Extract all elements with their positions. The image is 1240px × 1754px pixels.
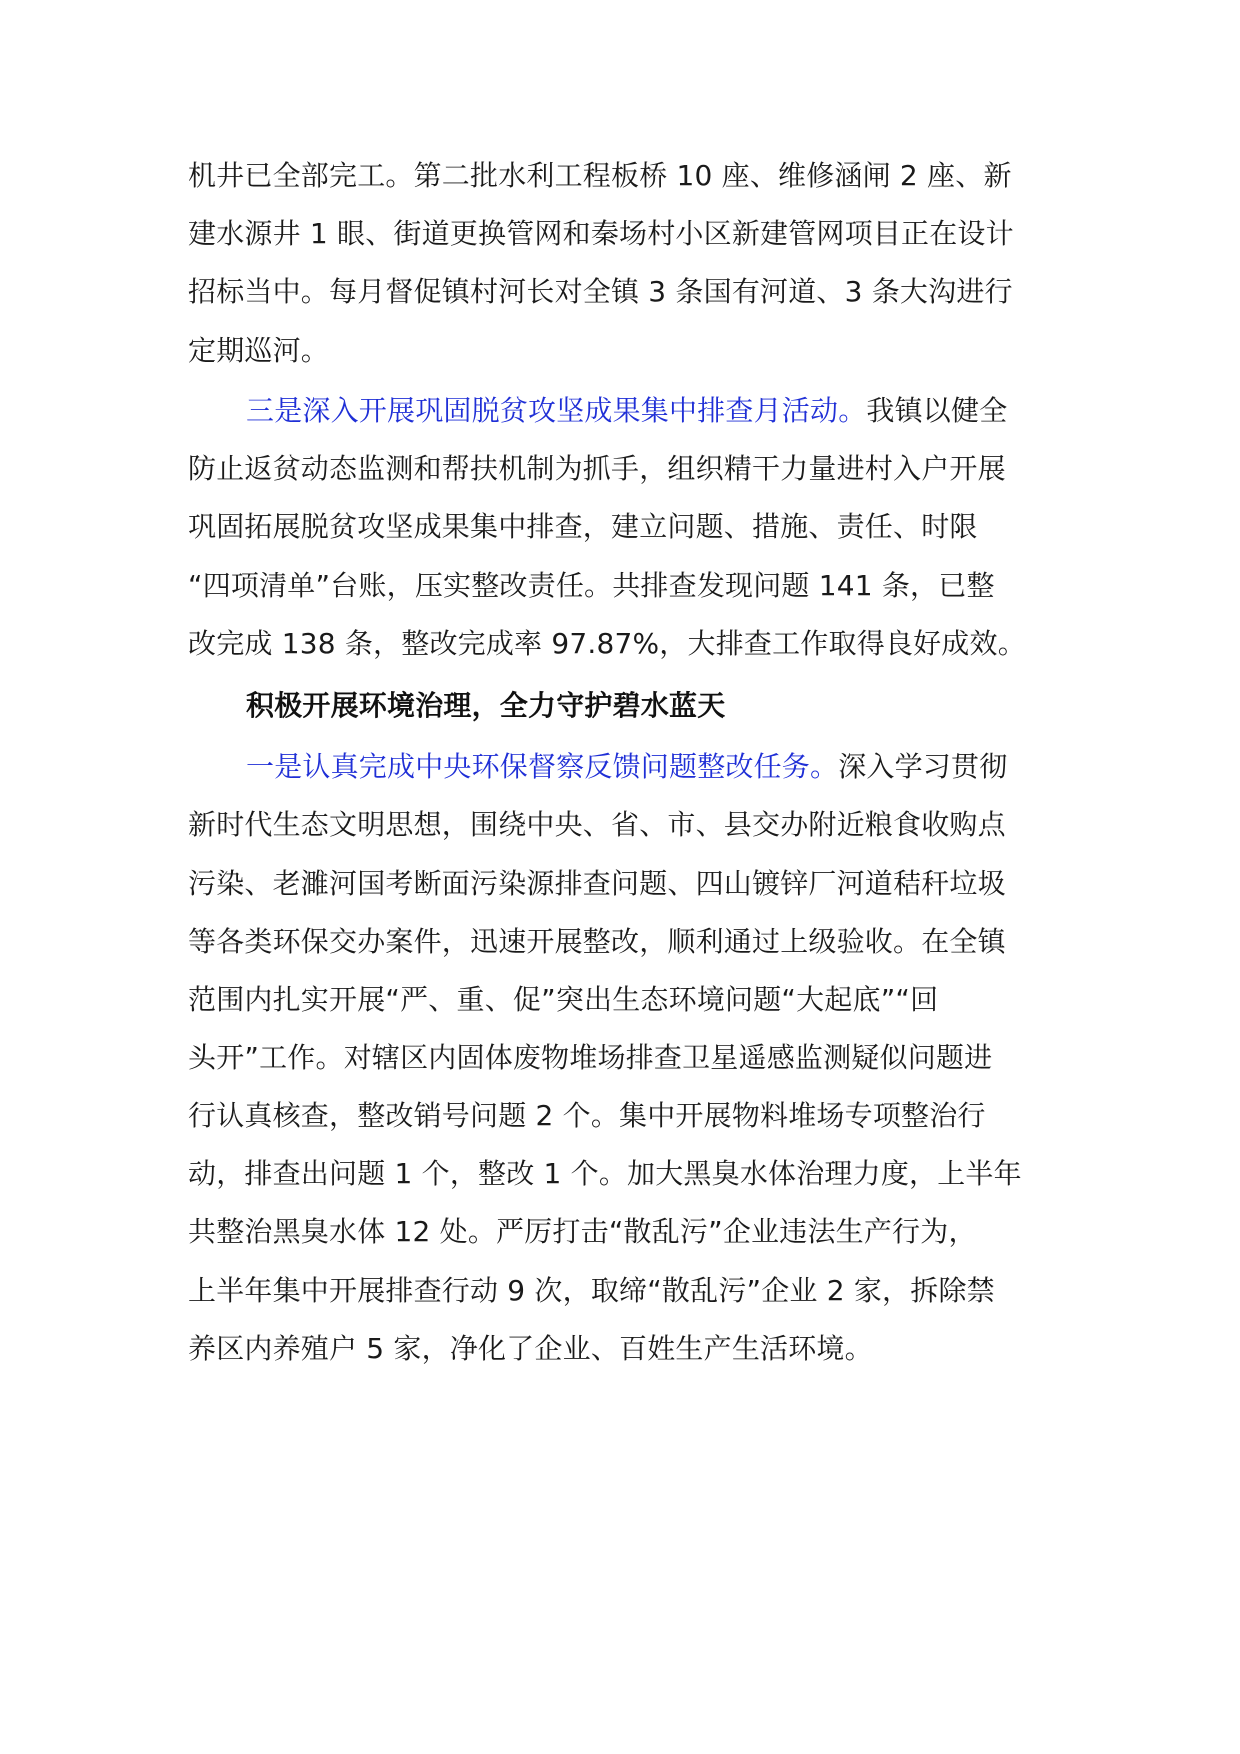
highlighted-lead: 一是认真完成中央环保督察反馈问题整改任务。 xyxy=(246,750,839,783)
text-line: 范围内扎实开展“严、重、促”突出生态环境问题“大起底”“回 xyxy=(188,983,939,1016)
paragraph-first-line xyxy=(246,734,1068,799)
text-line: 等各类环保交办案件，迅速开展整改，顺利通过上级验收。在全镇 xyxy=(188,925,1006,958)
text-line: 污染、老濉河国考断面污染源排查问题、四山镀锌厂河道秸秆垃圾 xyxy=(188,867,1006,900)
text-line: 养区内养殖户 5 家，净化了企业、百姓生产生活环境。 xyxy=(188,1332,873,1365)
lead-continuation: 我镇以健全 xyxy=(866,394,1008,427)
text-line: 改完成 138 条，整改完成率 97.87%，大排查工作取得良好成效。 xyxy=(188,627,1026,660)
text-line: 机井已全部完工。第二批水利工程板桥 10 座、维修涵闸 2 座、新 xyxy=(188,159,1012,192)
text-line: 建水源井 1 眼、街道更换管网和秦场村小区新建管网项目正在设计 xyxy=(188,217,1014,250)
text-line: 防止返贫动态监测和帮扶机制为抓手，组织精干力量进村入户开展 xyxy=(188,452,1006,485)
text-line: 定期巡河。 xyxy=(188,334,330,367)
section-heading: 积极开展环境治理，全力守护碧水蓝天 xyxy=(246,689,726,722)
paragraph-first-line xyxy=(246,378,1068,443)
text-line: 共整治黑臭水体 12 处。严厉打击“散乱污”企业违法生产行为， xyxy=(188,1215,977,1248)
text-line: 动，排查出问题 1 个，整改 1 个。加大黑臭水体治理力度，上半年 xyxy=(188,1157,1022,1190)
text-line: 招标当中。每月督促镇村河长对全镇 3 条国有河道、3 条大沟进行 xyxy=(188,275,1013,308)
text-line: 头开”工作。对辖区内固体废物堆场排查卫星遥感监测疑似问题进 xyxy=(188,1041,993,1074)
lead-continuation: 深入学习贯彻 xyxy=(838,750,1008,783)
highlighted-lead: 三是深入开展巩固脱贫攻坚成果集中排查月活动。 xyxy=(246,394,867,427)
text-line: 上半年集中开展排查行动 9 次，取缔“散乱污”企业 2 家，拆除禁 xyxy=(188,1274,995,1307)
text-line: 行认真核查，整改销号问题 2 个。集中开展物料堆场专项整治行 xyxy=(188,1099,986,1132)
text-line: 新时代生态文明思想，围绕中央、省、市、县交办附近粮食收购点 xyxy=(188,808,1006,841)
text-line: “四项清单”台账，压实整改责任。共排查发现问题 141 条，已整 xyxy=(188,569,995,602)
text-line: 巩固拓展脱贫攻坚成果集中排查，建立问题、措施、责任、时限 xyxy=(188,510,978,543)
